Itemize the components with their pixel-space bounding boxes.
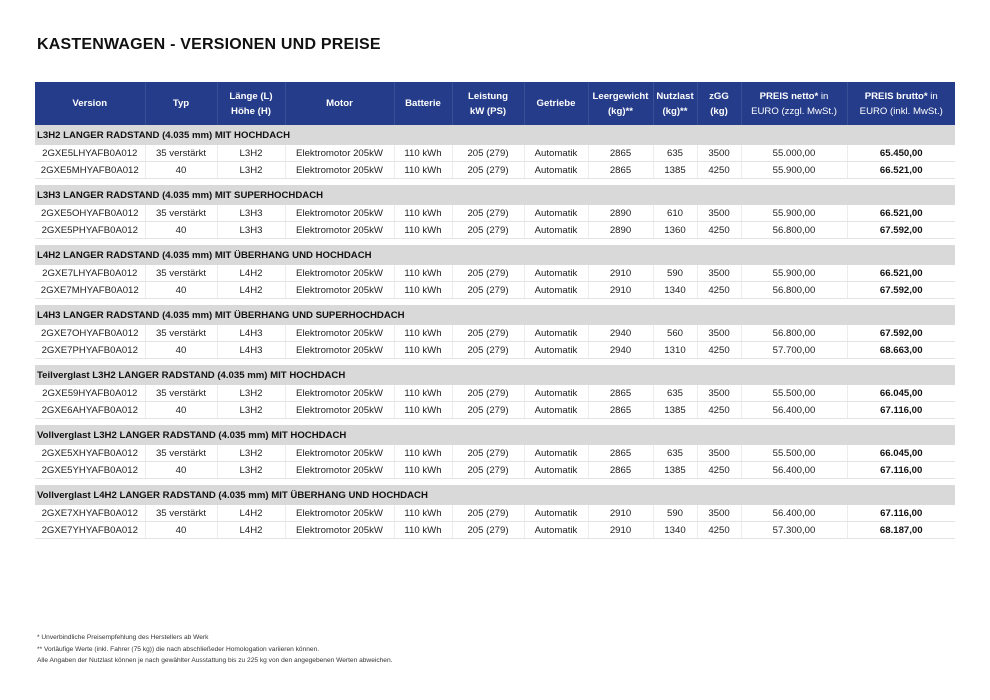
cell-leistung: 205 (279) — [452, 462, 524, 479]
cell-preis-brutto: 65.450,00 — [847, 145, 955, 162]
cell-getriebe: Automatik — [524, 162, 588, 179]
cell-preis-netto: 56.800,00 — [741, 325, 847, 342]
section-title: L3H3 LANGER RADSTAND (4.035 mm) MIT SUPERHOCHDACH — [35, 185, 955, 205]
cell-typ: 35 verstärkt — [145, 325, 217, 342]
col-header-leergewicht-line2: (kg)** — [607, 105, 634, 117]
cell-batterie: 110 kWh — [394, 522, 452, 539]
cell-laenge-hoehe: L4H2 — [217, 522, 285, 539]
cell-zgg: 3500 — [697, 385, 741, 402]
cell-leergewicht: 2865 — [588, 145, 653, 162]
section-title: Teilverglast L3H2 LANGER RADSTAND (4.035 mm) MIT HOCHDACH — [35, 365, 955, 385]
cell-motor: Elektromotor 205kW — [285, 462, 394, 479]
cell-zgg: 4250 — [697, 522, 741, 539]
table-row — [35, 462, 955, 479]
cell-laenge-hoehe: L4H2 — [217, 505, 285, 522]
footnote-2: ** Vorläufige Werte (inkl. Fahrer (75 kg)) die nach abschließeder Homologation variieren können. — [37, 645, 320, 653]
cell-batterie: 110 kWh — [394, 325, 452, 342]
cell-nutzlast: 560 — [653, 325, 697, 342]
cell-typ: 40 — [145, 162, 217, 179]
cell-preis-brutto: 67.592,00 — [847, 282, 955, 299]
cell-batterie: 110 kWh — [394, 402, 452, 419]
cell-version: 2GXE5LHYAFB0A012 — [35, 145, 145, 162]
cell-nutzlast: 635 — [653, 445, 697, 462]
cell-leergewicht: 2890 — [588, 205, 653, 222]
cell-nutzlast: 635 — [653, 385, 697, 402]
footnote-3: Alle Angaben der Nutzlast können je nach gewählter Ausstattung bis zu 225 kg von den angegebenen Werten abweichen. — [37, 657, 393, 664]
cell-getriebe: Automatik — [524, 282, 588, 299]
cell-preis-netto: 55.500,00 — [741, 445, 847, 462]
section-title: Vollverglast L3H2 LANGER RADSTAND (4.035 mm) MIT HOCHDACH — [35, 425, 955, 445]
cell-preis-netto: 56.800,00 — [741, 222, 847, 239]
col-header-preis-brutto — [847, 82, 955, 125]
cell-leistung: 205 (279) — [452, 145, 524, 162]
cell-version: 2GXE5OHYAFB0A012 — [35, 205, 145, 222]
cell-leergewicht: 2865 — [588, 402, 653, 419]
cell-leergewicht: 2865 — [588, 385, 653, 402]
cell-leistung: 205 (279) — [452, 162, 524, 179]
cell-typ: 40 — [145, 342, 217, 359]
table-row — [35, 145, 955, 162]
col-header-leergewicht — [588, 82, 653, 125]
footnotes — [37, 632, 392, 667]
price-table — [35, 82, 955, 539]
col-header-version: Version — [35, 82, 145, 125]
cell-getriebe: Automatik — [524, 265, 588, 282]
cell-nutzlast: 1385 — [653, 462, 697, 479]
cell-preis-brutto: 66.045,00 — [847, 385, 955, 402]
col-header-zgg-line1: zGG — [709, 90, 729, 102]
cell-zgg: 4250 — [697, 462, 741, 479]
cell-zgg: 4250 — [697, 162, 741, 179]
table-row — [35, 265, 955, 282]
cell-batterie: 110 kWh — [394, 445, 452, 462]
cell-leistung: 205 (279) — [452, 342, 524, 359]
footnote-1: * Unverbindliche Preisempfehlung des Herstellers ab Werk — [37, 634, 209, 641]
cell-typ: 35 verstärkt — [145, 385, 217, 402]
section-title: Vollverglast L4H2 LANGER RADSTAND (4.035 mm) MIT ÜBERHANG UND HOCHDACH — [35, 485, 955, 505]
cell-leergewicht: 2910 — [588, 505, 653, 522]
col-header-netto-line2: EURO (zzgl. MwSt.) — [751, 105, 837, 117]
cell-typ: 35 verstärkt — [145, 145, 217, 162]
col-header-laenge-line2: Höhe (H) — [231, 105, 271, 117]
col-header-zgg-line2: (kg) — [710, 105, 728, 117]
cell-leistung: 205 (279) — [452, 205, 524, 222]
table-row — [35, 445, 955, 462]
page-title: KASTENWAGEN - VERSIONEN UND PREISE — [37, 36, 381, 53]
col-header-batterie: Batterie — [394, 82, 452, 125]
col-header-nutzlast — [653, 82, 697, 125]
cell-nutzlast: 1385 — [653, 402, 697, 419]
cell-nutzlast: 1340 — [653, 522, 697, 539]
cell-preis-netto: 56.800,00 — [741, 282, 847, 299]
cell-motor: Elektromotor 205kW — [285, 265, 394, 282]
cell-zgg: 4250 — [697, 222, 741, 239]
cell-preis-brutto: 66.045,00 — [847, 445, 955, 462]
cell-motor: Elektromotor 205kW — [285, 325, 394, 342]
cell-laenge-hoehe: L3H2 — [217, 462, 285, 479]
cell-getriebe: Automatik — [524, 205, 588, 222]
cell-preis-brutto: 66.521,00 — [847, 205, 955, 222]
col-header-leistung-line1: Leistung — [468, 90, 508, 102]
cell-laenge-hoehe: L4H3 — [217, 342, 285, 359]
cell-laenge-hoehe: L3H2 — [217, 145, 285, 162]
cell-nutzlast: 1360 — [653, 222, 697, 239]
col-header-nutzlast-line2: (kg)** — [662, 105, 688, 117]
cell-zgg: 3500 — [697, 325, 741, 342]
cell-version: 2GXE5XHYAFB0A012 — [35, 445, 145, 462]
cell-laenge-hoehe: L3H2 — [217, 162, 285, 179]
cell-batterie: 110 kWh — [394, 162, 452, 179]
cell-leistung: 205 (279) — [452, 265, 524, 282]
cell-batterie: 110 kWh — [394, 505, 452, 522]
cell-getriebe: Automatik — [524, 445, 588, 462]
cell-batterie: 110 kWh — [394, 282, 452, 299]
cell-zgg: 3500 — [697, 205, 741, 222]
cell-typ: 40 — [145, 402, 217, 419]
cell-leergewicht: 2890 — [588, 222, 653, 239]
section-header-row — [35, 245, 955, 265]
cell-version: 2GXE7LHYAFB0A012 — [35, 265, 145, 282]
cell-preis-brutto: 67.116,00 — [847, 462, 955, 479]
cell-typ: 40 — [145, 222, 217, 239]
cell-version: 2GXE5PHYAFB0A012 — [35, 222, 145, 239]
cell-leistung: 205 (279) — [452, 282, 524, 299]
col-header-laenge-line1: Länge (L) — [229, 90, 273, 102]
col-header-preis-netto — [741, 82, 847, 125]
cell-leistung: 205 (279) — [452, 385, 524, 402]
cell-motor: Elektromotor 205kW — [285, 222, 394, 239]
cell-nutzlast: 1385 — [653, 162, 697, 179]
table-row — [35, 282, 955, 299]
cell-getriebe: Automatik — [524, 505, 588, 522]
cell-preis-netto: 57.700,00 — [741, 342, 847, 359]
table-row — [35, 522, 955, 539]
cell-getriebe: Automatik — [524, 145, 588, 162]
cell-leergewicht: 2910 — [588, 282, 653, 299]
cell-preis-netto: 56.400,00 — [741, 505, 847, 522]
cell-nutzlast: 1310 — [653, 342, 697, 359]
cell-motor: Elektromotor 205kW — [285, 342, 394, 359]
cell-zgg: 3500 — [697, 445, 741, 462]
cell-zgg: 3500 — [697, 505, 741, 522]
cell-nutzlast: 1340 — [653, 282, 697, 299]
cell-nutzlast: 610 — [653, 205, 697, 222]
cell-preis-brutto: 67.592,00 — [847, 325, 955, 342]
cell-preis-netto: 55.900,00 — [741, 162, 847, 179]
table-row — [35, 402, 955, 419]
cell-version: 2GXE7PHYAFB0A012 — [35, 342, 145, 359]
cell-typ: 35 verstärkt — [145, 505, 217, 522]
cell-preis-netto: 55.000,00 — [741, 145, 847, 162]
cell-version: 2GXE5MHYAFB0A012 — [35, 162, 145, 179]
cell-preis-brutto: 68.663,00 — [847, 342, 955, 359]
col-header-motor: Motor — [285, 82, 394, 125]
cell-version: 2GXE7XHYAFB0A012 — [35, 505, 145, 522]
cell-typ: 35 verstärkt — [145, 445, 217, 462]
cell-zgg: 4250 — [697, 342, 741, 359]
cell-preis-brutto: 68.187,00 — [847, 522, 955, 539]
cell-batterie: 110 kWh — [394, 222, 452, 239]
section-header-row — [35, 125, 955, 145]
col-header-zgg — [697, 82, 741, 125]
cell-version: 2GXE7OHYAFB0A012 — [35, 325, 145, 342]
cell-typ: 40 — [145, 462, 217, 479]
cell-getriebe: Automatik — [524, 522, 588, 539]
cell-zgg: 4250 — [697, 402, 741, 419]
cell-zgg: 3500 — [697, 145, 741, 162]
cell-nutzlast: 590 — [653, 265, 697, 282]
cell-preis-brutto: 66.521,00 — [847, 162, 955, 179]
table-header-row — [35, 82, 955, 125]
cell-laenge-hoehe: L3H2 — [217, 385, 285, 402]
table-row — [35, 505, 955, 522]
cell-batterie: 110 kWh — [394, 205, 452, 222]
cell-leergewicht: 2940 — [588, 342, 653, 359]
cell-motor: Elektromotor 205kW — [285, 505, 394, 522]
cell-preis-brutto: 66.521,00 — [847, 265, 955, 282]
cell-batterie: 110 kWh — [394, 145, 452, 162]
cell-leistung: 205 (279) — [452, 402, 524, 419]
cell-preis-brutto: 67.592,00 — [847, 222, 955, 239]
cell-leistung: 205 (279) — [452, 222, 524, 239]
cell-batterie: 110 kWh — [394, 462, 452, 479]
cell-typ: 35 verstärkt — [145, 205, 217, 222]
cell-leergewicht: 2865 — [588, 462, 653, 479]
col-header-brutto-line1: PREIS brutto* — [864, 90, 928, 102]
cell-version: 2GXE7MHYAFB0A012 — [35, 282, 145, 299]
col-header-netto-line1: PREIS netto* — [759, 90, 819, 102]
col-header-leergewicht-line1: Leergewicht — [592, 90, 649, 102]
cell-getriebe: Automatik — [524, 342, 588, 359]
cell-version: 2GXE6AHYAFB0A012 — [35, 402, 145, 419]
cell-typ: 40 — [145, 282, 217, 299]
cell-leergewicht: 2865 — [588, 162, 653, 179]
table-row — [35, 205, 955, 222]
col-header-typ: Typ — [145, 82, 217, 125]
section-title: L3H2 LANGER RADSTAND (4.035 mm) MIT HOCHDACH — [35, 125, 955, 145]
cell-laenge-hoehe: L4H2 — [217, 265, 285, 282]
section-header-row — [35, 425, 955, 445]
cell-preis-netto: 56.400,00 — [741, 462, 847, 479]
cell-laenge-hoehe: L3H3 — [217, 222, 285, 239]
cell-motor: Elektromotor 205kW — [285, 205, 394, 222]
cell-laenge-hoehe: L4H3 — [217, 325, 285, 342]
cell-motor: Elektromotor 205kW — [285, 402, 394, 419]
cell-leistung: 205 (279) — [452, 522, 524, 539]
cell-batterie: 110 kWh — [394, 385, 452, 402]
cell-zgg: 4250 — [697, 282, 741, 299]
cell-typ: 35 verstärkt — [145, 265, 217, 282]
cell-typ: 40 — [145, 522, 217, 539]
col-header-getriebe: Getriebe — [524, 82, 588, 125]
cell-leistung: 205 (279) — [452, 325, 524, 342]
section-header-row — [35, 305, 955, 325]
section-header-row — [35, 365, 955, 385]
cell-getriebe: Automatik — [524, 222, 588, 239]
cell-leergewicht: 2910 — [588, 522, 653, 539]
cell-preis-netto: 55.500,00 — [741, 385, 847, 402]
cell-preis-netto: 55.900,00 — [741, 205, 847, 222]
table-row — [35, 222, 955, 239]
cell-laenge-hoehe: L3H2 — [217, 445, 285, 462]
cell-leergewicht: 2940 — [588, 325, 653, 342]
cell-getriebe: Automatik — [524, 402, 588, 419]
cell-nutzlast: 635 — [653, 145, 697, 162]
cell-getriebe: Automatik — [524, 462, 588, 479]
col-header-netto-in: in — [818, 90, 829, 102]
cell-nutzlast: 590 — [653, 505, 697, 522]
cell-motor: Elektromotor 205kW — [285, 145, 394, 162]
cell-preis-brutto: 67.116,00 — [847, 402, 955, 419]
cell-leistung: 205 (279) — [452, 445, 524, 462]
cell-getriebe: Automatik — [524, 325, 588, 342]
cell-batterie: 110 kWh — [394, 265, 452, 282]
cell-preis-netto: 56.400,00 — [741, 402, 847, 419]
cell-motor: Elektromotor 205kW — [285, 385, 394, 402]
cell-preis-netto: 57.300,00 — [741, 522, 847, 539]
cell-motor: Elektromotor 205kW — [285, 522, 394, 539]
cell-leergewicht: 2910 — [588, 265, 653, 282]
cell-motor: Elektromotor 205kW — [285, 445, 394, 462]
cell-laenge-hoehe: L4H2 — [217, 282, 285, 299]
cell-motor: Elektromotor 205kW — [285, 162, 394, 179]
section-title: L4H2 LANGER RADSTAND (4.035 mm) MIT ÜBERHANG UND HOCHDACH — [35, 245, 955, 265]
cell-leistung: 205 (279) — [452, 505, 524, 522]
table-row — [35, 342, 955, 359]
col-header-leistung-line2: kW (PS) — [469, 105, 507, 117]
cell-laenge-hoehe: L3H2 — [217, 402, 285, 419]
cell-batterie: 110 kWh — [394, 342, 452, 359]
table-row — [35, 325, 955, 342]
cell-getriebe: Automatik — [524, 385, 588, 402]
col-header-brutto-line2: EURO (inkl. MwSt.) — [859, 105, 943, 117]
cell-version: 2GXE7YHYAFB0A012 — [35, 522, 145, 539]
cell-version: 2GXE5YHYAFB0A012 — [35, 462, 145, 479]
table-row — [35, 385, 955, 402]
col-header-brutto-in: in — [927, 90, 938, 102]
cell-preis-netto: 55.900,00 — [741, 265, 847, 282]
section-header-row — [35, 185, 955, 205]
cell-preis-brutto: 67.116,00 — [847, 505, 955, 522]
section-title: L4H3 LANGER RADSTAND (4.035 mm) MIT ÜBERHANG UND SUPERHOCHDACH — [35, 305, 955, 325]
table-body — [35, 125, 955, 539]
col-header-leistung — [452, 82, 524, 125]
section-header-row — [35, 485, 955, 505]
col-header-laenge — [217, 82, 285, 125]
cell-laenge-hoehe: L3H3 — [217, 205, 285, 222]
cell-version: 2GXE59HYAFB0A012 — [35, 385, 145, 402]
col-header-nutzlast-line1: Nutzlast — [656, 90, 694, 102]
table-row — [35, 162, 955, 179]
cell-motor: Elektromotor 205kW — [285, 282, 394, 299]
cell-zgg: 3500 — [697, 265, 741, 282]
cell-leergewicht: 2865 — [588, 445, 653, 462]
